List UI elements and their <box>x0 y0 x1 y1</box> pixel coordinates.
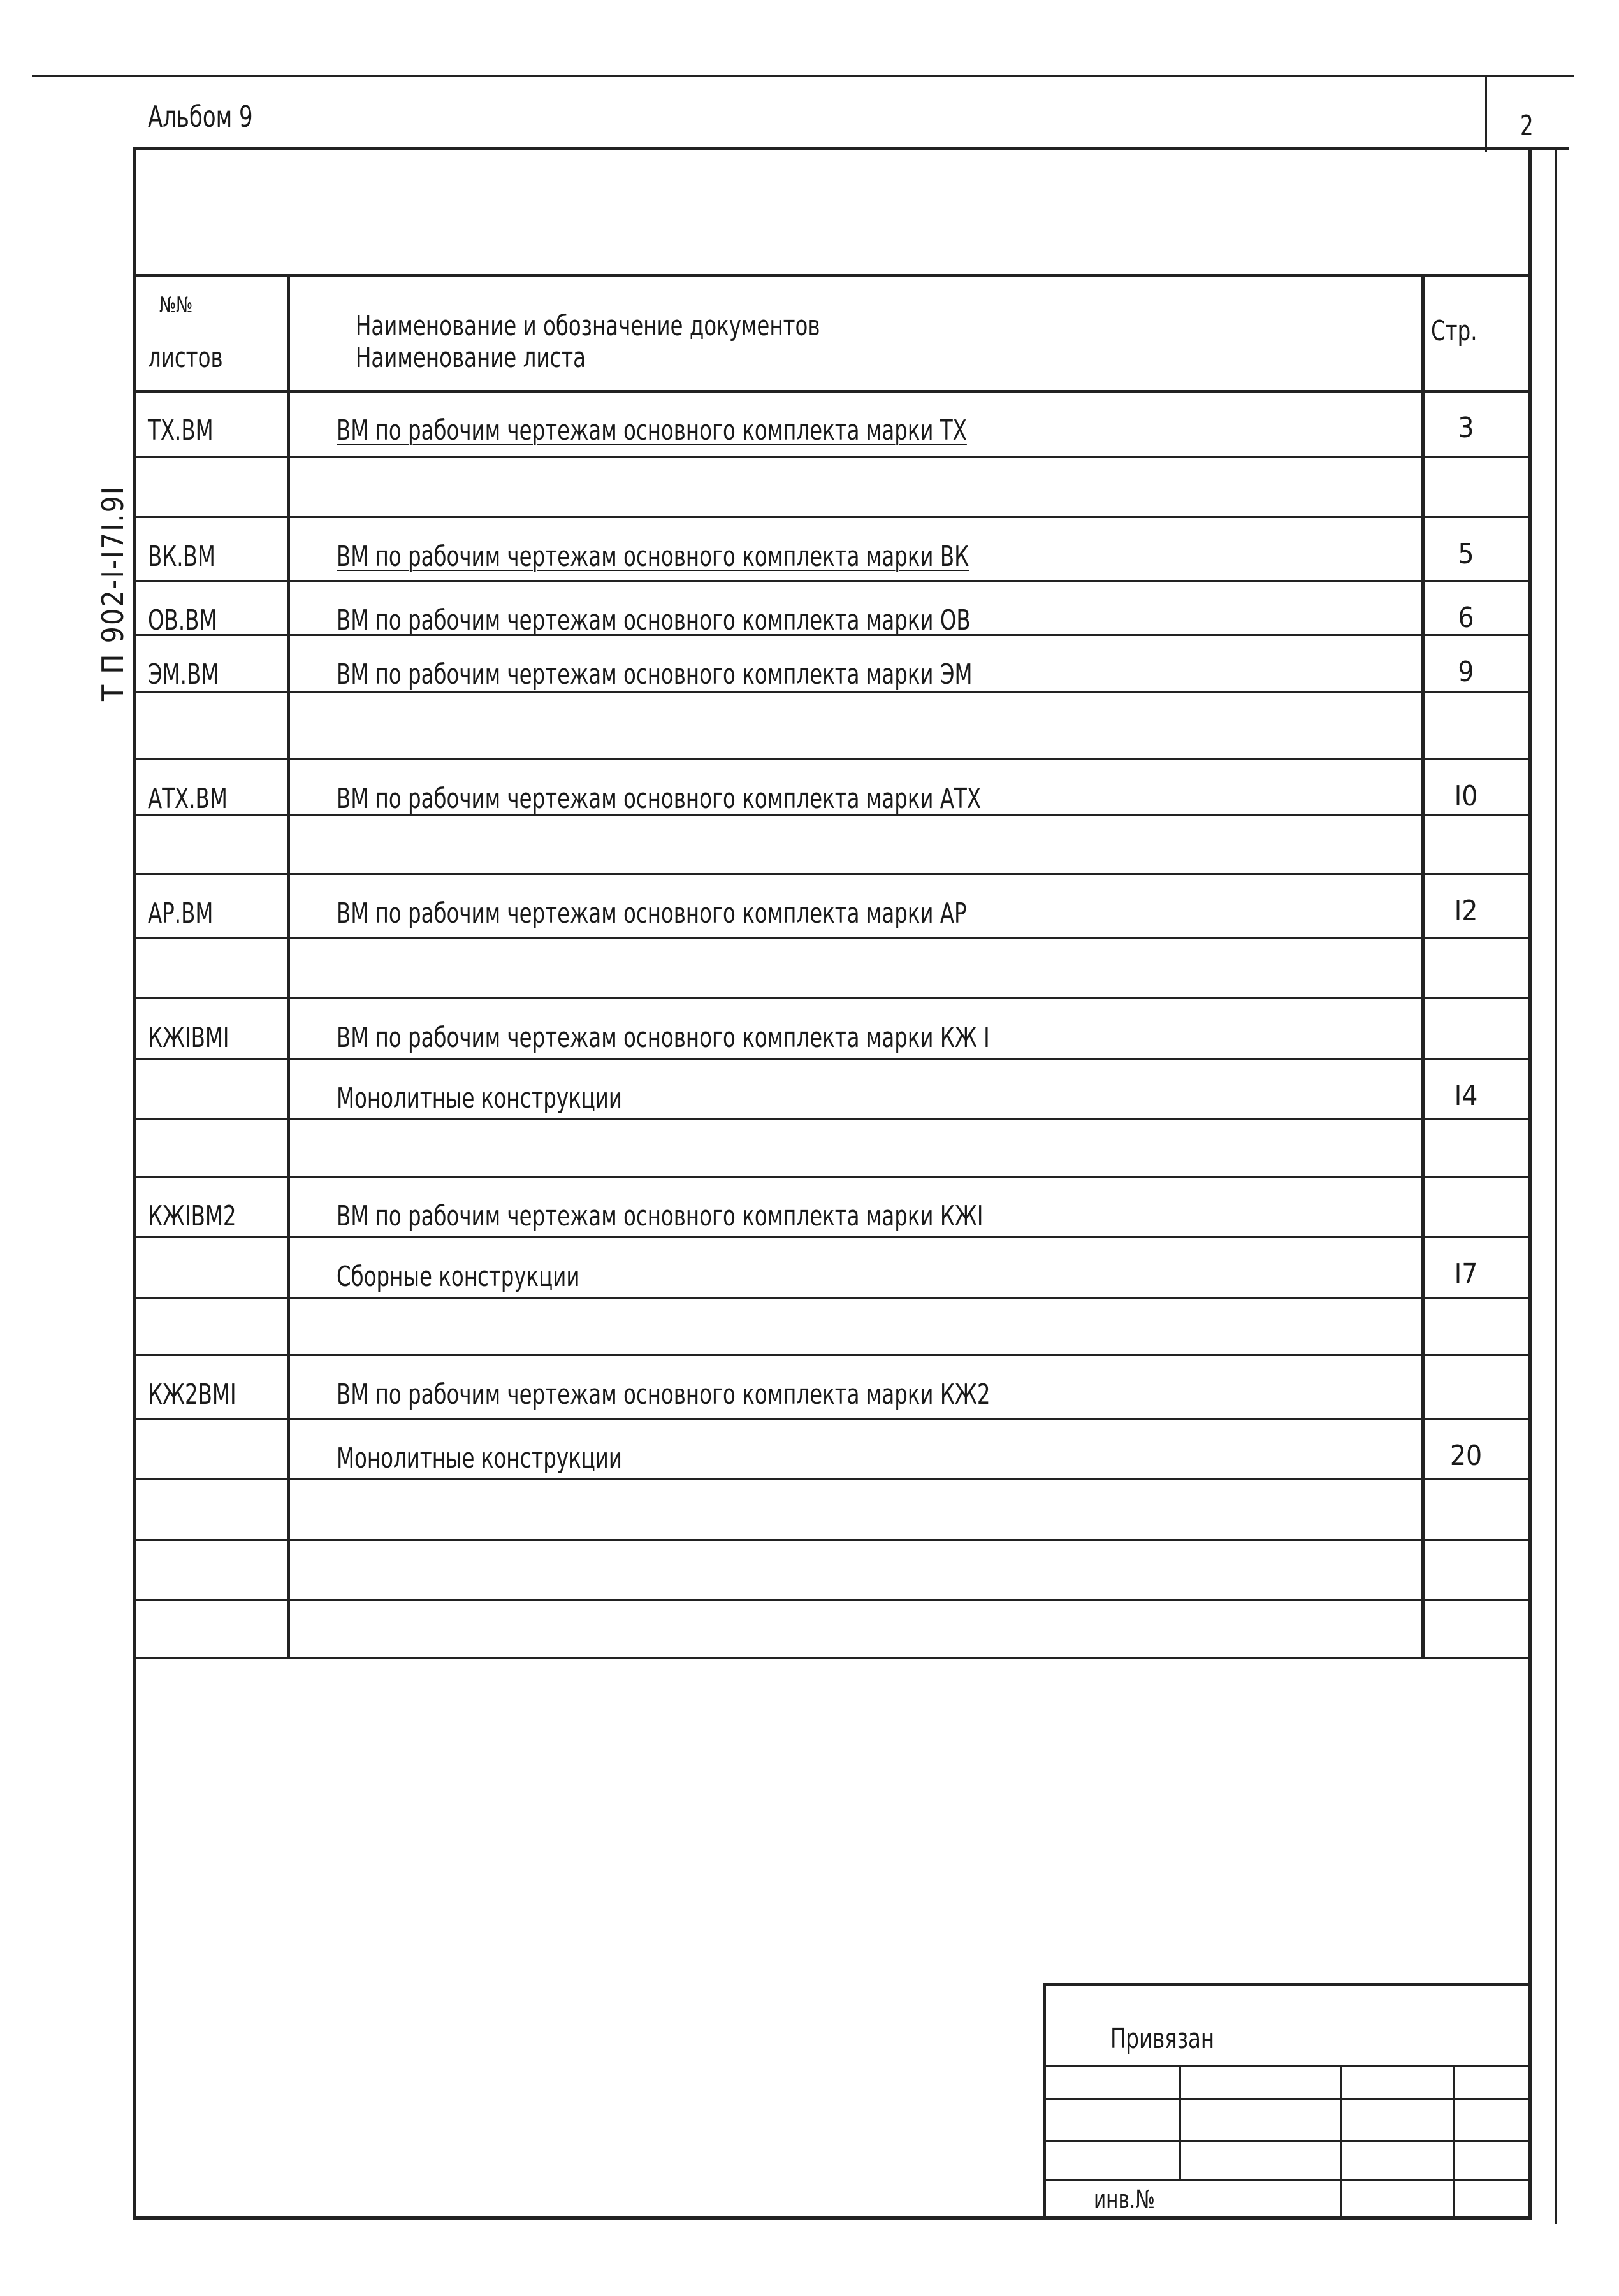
sheet-number: 2 <box>1520 110 1534 142</box>
table-header-top <box>135 274 1528 277</box>
sheet-title: ВМ по рабочим чертежам основного комплекта марки ВК <box>337 540 969 573</box>
sheet-title: ВМ по рабочим чертежам основного комплекта марки ОВ <box>337 604 971 637</box>
sheet-code: КЖ2ВМI <box>148 1378 236 1411</box>
frame-right <box>1528 147 1532 2218</box>
sheet-title: ВМ по рабочим чертежам основного комплекта марки КЖ I <box>337 1022 990 1054</box>
sheet-title: ВМ по рабочим чертежам основного комплекта марки АР <box>337 897 967 930</box>
row-divider <box>135 758 1528 760</box>
sheet-title: ВМ по рабочим чертежам основного комплекта марки КЖI <box>337 1200 984 1232</box>
row-divider <box>135 1176 1528 1178</box>
album-label: Альбом 9 <box>148 99 253 134</box>
row-divider <box>135 1657 1528 1659</box>
row-divider <box>135 1478 1528 1480</box>
titleblock-col3 <box>1453 2065 1455 2216</box>
row-divider <box>135 516 1528 518</box>
sheet-title: Монолитные конструкции <box>337 1442 622 1475</box>
titleblock-inv-label: инв.№ <box>1094 2185 1155 2214</box>
row-divider <box>135 456 1528 458</box>
row-divider <box>135 580 1528 582</box>
titleblock-bound-label: Привязан <box>1110 2023 1215 2055</box>
sheet-code: АР.ВМ <box>148 897 214 930</box>
sheet-code: ЭМ.ВМ <box>148 658 219 691</box>
row-divider <box>135 1058 1528 1060</box>
header-name-line1: Наименование и обозначение документов <box>356 310 820 342</box>
col-divider-page <box>1421 274 1425 1657</box>
row-divider <box>135 1236 1528 1238</box>
sheet-title: ВМ по рабочим чертежам основного комплекта марки АТХ <box>337 783 982 815</box>
titleblock-left <box>1043 1983 1046 2216</box>
page-edge-right <box>1555 147 1557 2224</box>
sheet-code: ТХ.ВМ <box>148 414 214 447</box>
page-number: 9 <box>1458 656 1474 688</box>
sheet-code: ВК.ВМ <box>148 540 215 573</box>
sheet-code: ОВ.ВМ <box>148 604 217 637</box>
titleblock-col1 <box>1179 2065 1181 2179</box>
sheet-title: ВМ по рабочим чертежам основного комплекта марки ЭМ <box>337 658 973 691</box>
page-number: 6 <box>1458 602 1474 634</box>
row-divider <box>135 873 1528 875</box>
titleblock-row3 <box>1045 2140 1528 2142</box>
frame-top <box>135 147 1569 150</box>
row-divider <box>135 997 1528 999</box>
header-page: Стр. <box>1431 315 1477 347</box>
row-divider <box>135 1297 1528 1299</box>
titleblock-row2 <box>1045 2098 1528 2100</box>
page-number: 3 <box>1458 412 1474 444</box>
top-rule <box>32 75 1574 77</box>
row-divider <box>135 1118 1528 1120</box>
page-number: I2 <box>1454 895 1478 927</box>
sheet-code: АТХ.ВМ <box>148 783 228 815</box>
sheet-title: Сборные конструкции <box>337 1260 580 1293</box>
titleblock-top <box>1045 1983 1528 1986</box>
page-number: 5 <box>1458 538 1474 570</box>
header-number-line2: листов <box>148 342 223 374</box>
row-divider <box>135 1418 1528 1420</box>
row-divider <box>135 814 1528 816</box>
sheet-code: КЖIВМ2 <box>148 1200 236 1232</box>
col-divider-number <box>287 274 290 1657</box>
page-number: 20 <box>1449 1440 1483 1472</box>
sheet-number-divider <box>1485 75 1487 152</box>
frame-bottom <box>133 2216 1532 2220</box>
row-divider <box>135 1354 1528 1356</box>
titleblock-row1 <box>1045 2065 1528 2067</box>
titleblock-row4 <box>1045 2179 1528 2181</box>
sheet-title: ВМ по рабочим чертежам основного комплекта марки КЖ2 <box>337 1378 991 1411</box>
header-name-line2: Наименование листа <box>356 342 586 374</box>
document-code-stamp: Т П 902-I-I7I.9I <box>96 485 130 701</box>
row-divider <box>135 691 1528 693</box>
sheet-title: Монолитные конструкции <box>337 1082 622 1115</box>
row-divider <box>135 634 1528 636</box>
sheet-code: КЖIВМI <box>148 1022 229 1054</box>
page-number: I4 <box>1454 1079 1478 1112</box>
page-number: I0 <box>1454 780 1478 812</box>
table-header-bottom <box>135 390 1528 393</box>
header-number-line1: №№ <box>159 292 193 318</box>
titleblock-col2 <box>1340 2065 1342 2216</box>
page-number: I7 <box>1454 1258 1478 1290</box>
row-divider <box>135 1599 1528 1601</box>
row-divider <box>135 937 1528 939</box>
sheet-title: ВМ по рабочим чертежам основного комплекта марки ТХ <box>337 414 967 447</box>
row-divider <box>135 1539 1528 1541</box>
